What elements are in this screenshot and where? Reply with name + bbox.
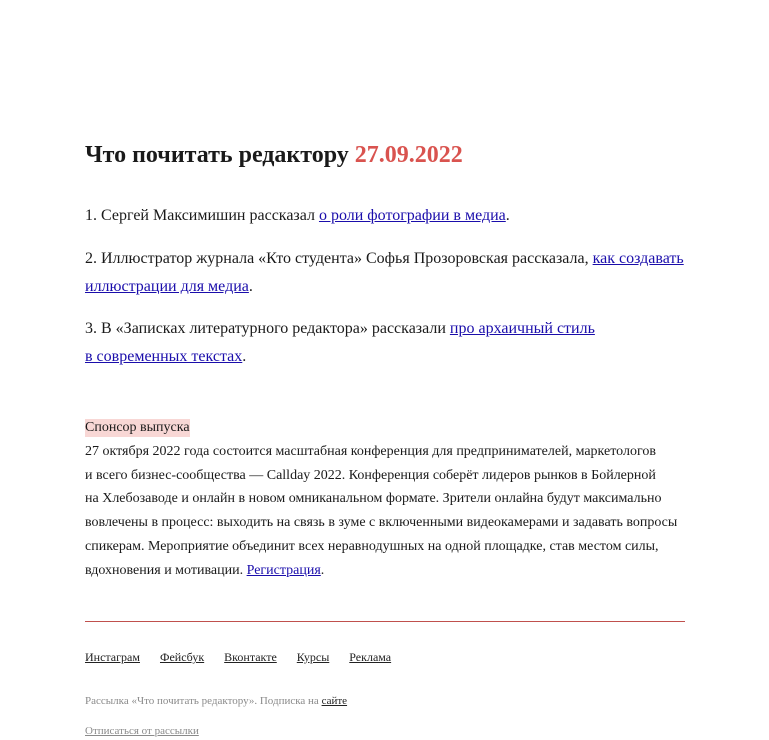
sponsor-line-3: на Хлебозаводе и онлайн в новом омниканальном формате. Зрители онлайна будут максимально	[85, 491, 662, 507]
subscription-text: Рассылка «Что почитать редактору». Подписка на	[85, 695, 322, 707]
vkontakte-link[interactable]: Вконтакте	[224, 650, 277, 664]
item-3-link-line2[interactable]: в современных текстах	[85, 348, 243, 365]
advertising-link[interactable]: Реклама	[349, 650, 392, 664]
title-date: 27.09.2022	[354, 142, 463, 168]
unsubscribe	[85, 725, 199, 737]
title-text: Что почитать редактору	[85, 142, 349, 168]
site-link[interactable]: сайте	[321, 695, 348, 707]
sponsor-label: Спонсор выпуска	[85, 420, 190, 435]
item-2-link[interactable]: как создавать иллюстрации для медиа	[85, 250, 684, 295]
subscription-note	[85, 695, 347, 707]
item-2-suffix: .	[248, 278, 253, 295]
courses-link[interactable]: Курсы	[296, 650, 330, 664]
sponsor-suffix: .	[320, 562, 325, 578]
list-item	[85, 245, 685, 301]
item-3-text: 3. В «Записках литературного редактора» рассказали	[85, 320, 450, 337]
sponsor-line-2: и всего бизнес-сообщества — Callday 2022. Конференция соберёт лидеров рынков в Бойлерной	[85, 467, 656, 483]
sponsor-line-4: вовлечены в процесс: выходить на связь в зуме с включенными видеокамерами и задавать вопросы	[85, 515, 678, 531]
list-item	[85, 202, 685, 230]
item-1-text: 1. Сергей Максимишин рассказал	[85, 207, 319, 224]
unsubscribe-link[interactable]: Отписаться от рассылки	[85, 725, 199, 737]
instagram-link[interactable]: Инстаграм	[85, 650, 140, 664]
sponsor-line-6: вдохновения и мотивации.	[85, 562, 247, 578]
sponsor-line-1: 27 октября 2022 года состоится масштабная конференция для предпринимателей, маркетологов	[85, 443, 656, 459]
divider	[85, 621, 685, 622]
sponsor-block	[85, 416, 685, 583]
facebook-link[interactable]: Фейсбук	[159, 650, 205, 664]
item-1-suffix: .	[505, 207, 510, 224]
footer-social-links	[85, 650, 411, 665]
item-1-link[interactable]: о роли фотографии в медиа	[318, 207, 506, 224]
newsletter-title	[85, 142, 463, 169]
list-item	[85, 315, 685, 371]
registration-link[interactable]: Регистрация	[246, 562, 321, 578]
item-3-link-line1[interactable]: про архаичный стиль	[449, 320, 595, 337]
item-2-text: 2. Иллюстратор журнала «Кто студента» Софья Прозоровская рассказала,	[85, 250, 593, 267]
sponsor-line-5: спикерам. Мероприятие объединит всех неравнодушных на одной площадке, став местом силы,	[85, 538, 659, 554]
item-3-suffix: .	[242, 348, 247, 365]
